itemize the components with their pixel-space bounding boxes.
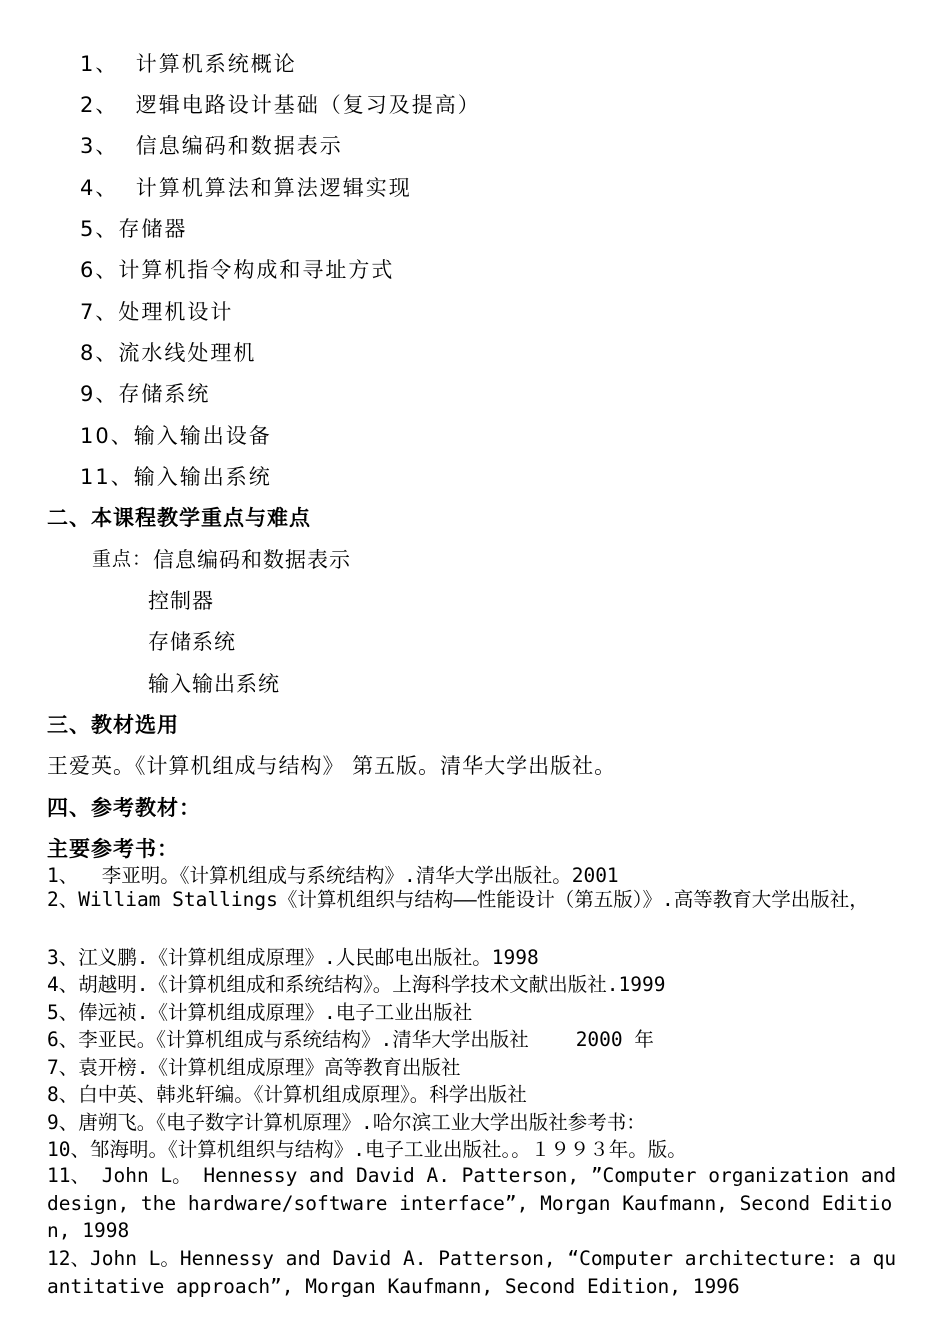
toc-item: 1、 计算机系统概论 [80, 52, 297, 76]
toc-item: 11、输入输出系统 [80, 465, 272, 489]
toc-item: 2、 逻辑电路设计基础（复习及提高） [80, 93, 481, 117]
toc-item: 9、存储系统 [80, 382, 211, 406]
toc-item: 3、 信息编码和数据表示 [80, 134, 343, 158]
key-point: 输入输出系统 [148, 672, 280, 696]
reference-item: 10、邹海明。《计算机组织与结构》.电子工业出版社。。１９９３年。版。 [47, 1138, 687, 1161]
key-point: 控制器 [148, 589, 214, 613]
section-heading: 四、参考教材： [47, 796, 201, 820]
reference-item: 3、江义鹏.《计算机组成原理》.人民邮电出版社。1998 [47, 946, 539, 969]
key-point: 信息编码和数据表示 [153, 548, 351, 572]
reference-item: 1、 李亚明。《计算机组成与系统结构》.清华大学出版社。2001 [47, 864, 619, 887]
reference-item: 4、胡越明.《计算机组成和系统结构》。上海科学技术文献出版社.1999 [47, 973, 666, 996]
reference-item: 5、俸远祯.《计算机组成原理》.电子工业出版社 [47, 1001, 473, 1024]
key-points-label: 重点： [92, 548, 153, 570]
toc-item: 5、存储器 [80, 217, 188, 241]
toc-item: 10、输入输出设备 [80, 424, 272, 448]
subsection-heading: 主要参考书： [47, 837, 179, 861]
key-point: 存储系统 [148, 630, 236, 654]
reference-item: 2、William Stallings《计算机组织与结构——性能设计（第五版）》.高等教育大学出版社， [47, 888, 869, 911]
toc-item: 6、计算机指令构成和寻址方式 [80, 258, 395, 282]
reference-item: 11、 John L。 Hennessy and David A. Patterson, ”Computer organization and design, the hardware/software interface”, Morgan Kaufmann, Second Edition, 1998 [47, 1164, 897, 1242]
reference-item: 8、白中英、韩兆轩编。《计算机组成原理》。科学出版社 [47, 1083, 527, 1106]
section-heading: 三、教材选用 [47, 713, 179, 737]
reference-item: 7、袁开榜.《计算机组成原理》高等教育出版社 [47, 1056, 461, 1079]
reference-item: 9、唐朔飞。《电子数字计算机原理》.哈尔滨工业大学出版社参考书： [47, 1111, 646, 1134]
toc-item: 4、 计算机算法和算法逻辑实现 [80, 176, 412, 200]
toc-item: 8、流水线处理机 [80, 341, 257, 365]
toc-item: 7、处理机设计 [80, 300, 234, 324]
reference-item: 6、李亚民。《计算机组成与系统结构》.清华大学出版社 2000 年 [47, 1028, 654, 1051]
textbook-text: 王爱英。《计算机组成与结构》 第五版。清华大学出版社。 [47, 754, 617, 778]
reference-item: 12、John L。Hennessy and David A. Patterson, “Computer architecture: a quantitative approach”, Morgan Kaufmann, Second Edition, 1996 [47, 1247, 897, 1298]
section-heading: 二、本课程教学重点与难点 [47, 506, 311, 530]
